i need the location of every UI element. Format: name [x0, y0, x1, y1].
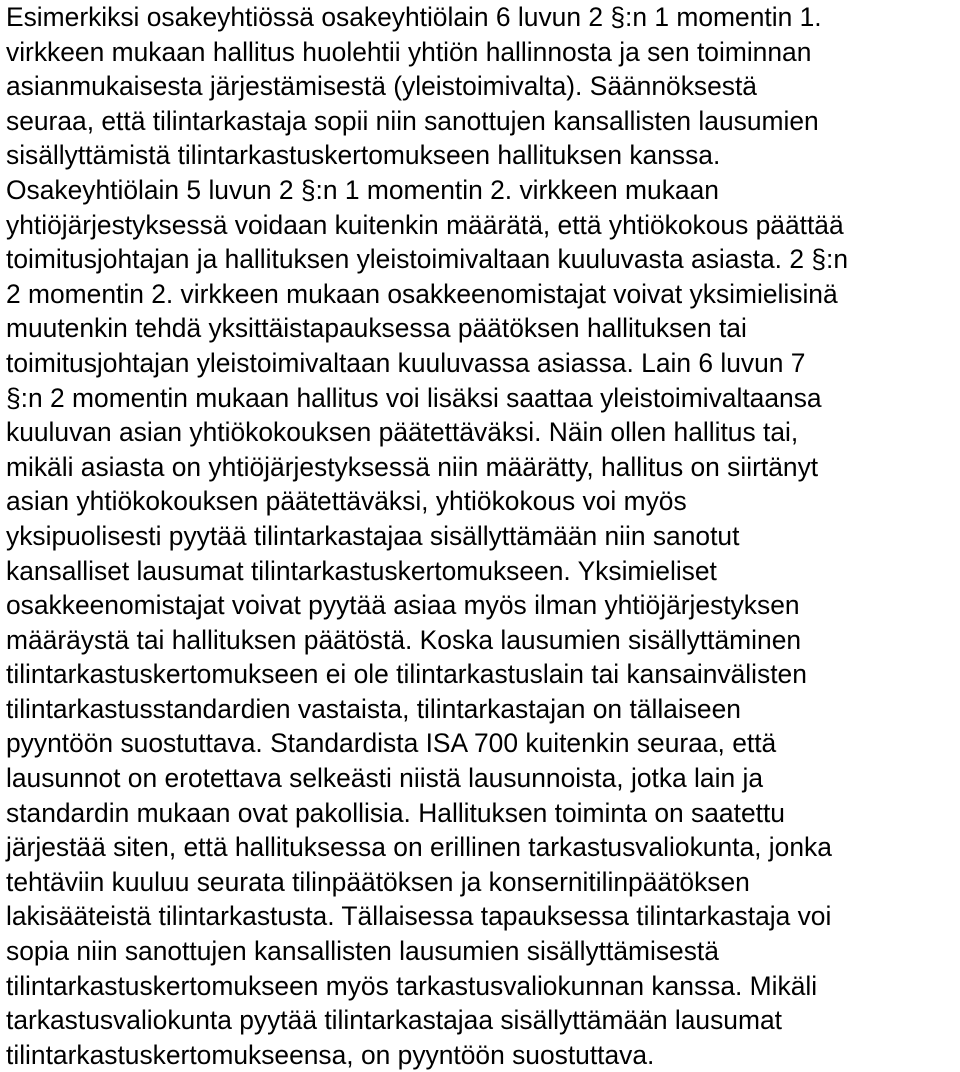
text-line: toimitusjohtajan ja hallituksen yleistoimivaltaan kuuluvasta asiasta. 2 §:n	[6, 244, 849, 275]
text-line: 2 momentin 2. virkkeen mukaan osakkeenomistajat voivat yksimielisinä	[6, 278, 838, 309]
text-line: pyyntöön suostuttava. Standardista ISA 700 kuitenkin seuraa, että	[6, 728, 777, 759]
text-line: lausunnot on erotettava selkeästi niistä lausunnoista, jotka lain ja	[6, 763, 764, 794]
text-line: asian yhtiökokouksen päätettäväksi, yhtiökokous voi myös	[6, 486, 687, 517]
text-line: kansalliset lausumat tilintarkastuskertomukseen. Yksimieliset	[6, 555, 717, 586]
text-line: lakisääteistä tilintarkastusta. Tällaisessa tapauksessa tilintarkastaja voi	[6, 901, 832, 932]
text-line: Esimerkiksi osakeyhtiössä osakeyhtiölain 6 luvun 2 §:n 1 momentin 1.	[6, 2, 822, 32]
text-line: sopia niin sanottujen kansallisten lausumien sisällyttämisestä	[6, 936, 719, 967]
text-line: tarkastusvaliokunta pyytää tilintarkastajaa sisällyttämään lausumat	[6, 1005, 782, 1036]
text-line: yksipuolisesti pyytää tilintarkastajaa sisällyttämään niin sanotut	[6, 520, 740, 551]
text-line: seuraa, että tilintarkastaja sopii niin sanottujen kansallisten lausumien	[6, 105, 819, 136]
text-line: tilintarkastuskertomukseensa, on pyyntöön suostuttava.	[6, 1039, 655, 1070]
text-line: virkkeen mukaan hallitus huolehtii yhtiön hallinnosta ja sen toiminnan	[6, 36, 812, 67]
text-line: yhtiöjärjestyksessä voidaan kuitenkin määrätä, että yhtiökokous päättää	[6, 209, 844, 240]
text-line: standardin mukaan ovat pakollisia. Hallituksen toiminta on saatettu	[6, 797, 785, 828]
text-line: Osakeyhtiölain 5 luvun 2 §:n 1 momentin 2. virkkeen mukaan	[6, 174, 719, 205]
text-line: määräystä tai hallituksen päätöstä. Koska lausumien sisällyttäminen	[6, 624, 802, 655]
text-line: §:n 2 momentin mukaan hallitus voi lisäksi saattaa yleistoimivaltaansa	[6, 382, 822, 413]
text-line: osakkeenomistajat voivat pyytää asiaa myös ilman yhtiöjärjestyksen	[6, 590, 800, 621]
text-line: asianmukaisesta järjestämisestä (yleistoimivalta). Säännöksestä	[6, 71, 757, 102]
text-line: tilintarkastuskertomukseen ei ole tilintarkastuslain tai kansainvälisten	[6, 659, 807, 690]
text-line: mikäli asiasta on yhtiöjärjestyksessä niin määrätty, hallitus on siirtänyt	[6, 451, 819, 482]
text-line: tehtäviin kuuluu seurata tilinpäätöksen ja konsernitilinpäätöksen	[6, 866, 750, 897]
text-line: toimitusjohtajan yleistoimivaltaan kuuluvassa asiassa. Lain 6 luvun 7	[6, 347, 806, 378]
text-line: kuuluvan asian yhtiökokouksen päätettäväksi. Näin ollen hallitus tai,	[6, 417, 799, 448]
text-line: tilintarkastusstandardien vastaista, tilintarkastajan on tällaiseen	[6, 693, 741, 724]
text-line: tilintarkastuskertomukseen myös tarkastusvaliokunnan kanssa. Mikäli	[6, 970, 818, 1001]
paragraph	[6, 0, 954, 1072]
text-line: järjestää siten, että hallituksessa on erillinen tarkastusvaliokunta, jonka	[6, 832, 832, 863]
text-line: sisällyttämistä tilintarkastuskertomukseen hallituksen kanssa.	[6, 140, 721, 171]
text-line: muutenkin tehdä yksittäistapauksessa päätöksen hallituksen tai	[6, 313, 747, 344]
